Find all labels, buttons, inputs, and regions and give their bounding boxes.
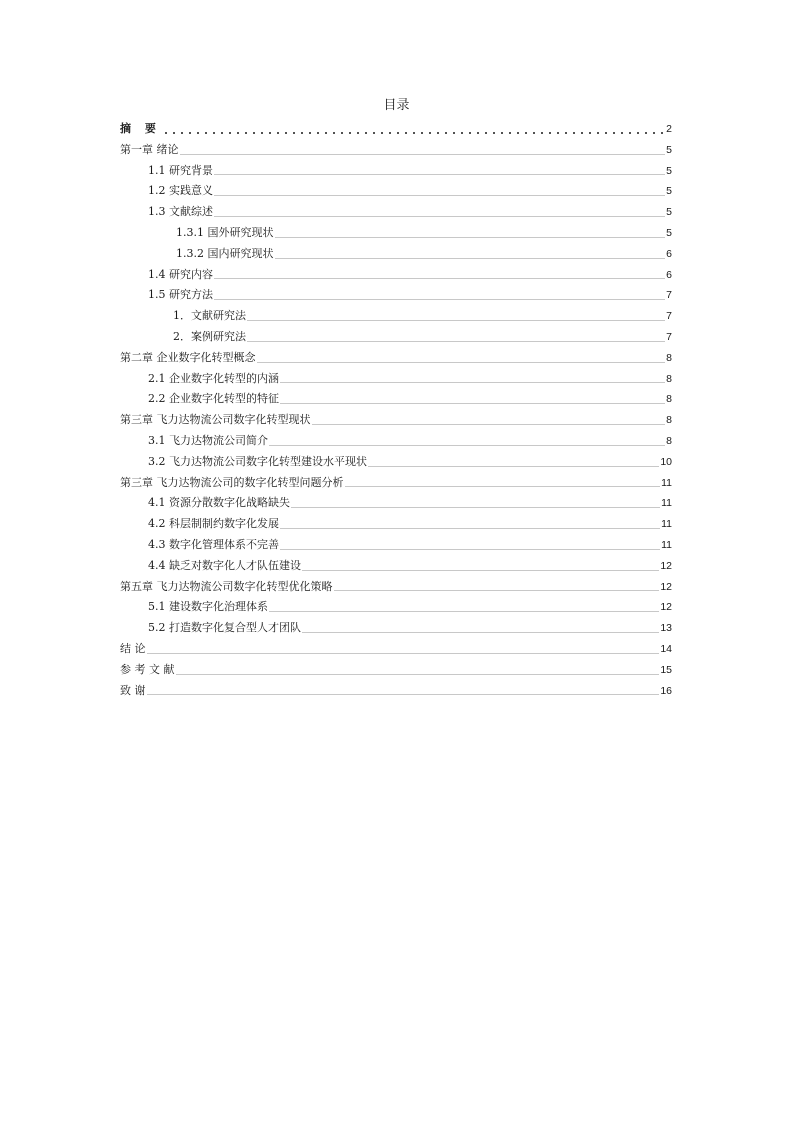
dot-leader: [334, 590, 660, 591]
dot-leader: [302, 570, 659, 571]
toc-entry-4-4[interactable]: [120, 556, 672, 577]
toc-entry-1-3-2[interactable]: [120, 244, 672, 265]
toc-entry-4-1[interactable]: [120, 493, 672, 514]
toc-entry-page: 15: [660, 663, 672, 676]
toc-entry-page: 11: [661, 538, 672, 551]
toc-entry-label: 3.1 飞力达物流公司简介: [148, 433, 268, 447]
toc-entry-label: 4.1 资源分散数字化战略缺失: [148, 496, 290, 510]
toc-entry-label: 第三章 飞力达物流公司数字化转型现状: [120, 413, 311, 427]
dot-leader: [214, 299, 665, 300]
dot-leader: [269, 611, 659, 612]
toc-entry-label: 3.2 飞力达物流公司数字化转型建设水平现状: [148, 454, 367, 468]
table-of-contents: [120, 119, 672, 701]
dot-leader: [280, 549, 660, 550]
toc-entry-5-1[interactable]: [120, 597, 672, 618]
toc-entry-page: 13: [660, 622, 672, 635]
toc-entry-1-2[interactable]: [120, 181, 672, 202]
toc-entry-page: 8: [666, 372, 672, 385]
toc-entry-page: 6: [666, 247, 672, 260]
dot-leader: [257, 362, 666, 363]
toc-entry-1-4[interactable]: [120, 265, 672, 286]
toc-entry-label: 2.2 企业数字化转型的特征: [148, 392, 279, 406]
toc-entry-label: 5.1 建设数字化治理体系: [148, 600, 268, 614]
toc-entry-label: 致 谢: [120, 683, 146, 697]
toc-entry-label: 第一章 绪论: [120, 142, 179, 156]
toc-entry-references[interactable]: [120, 660, 672, 681]
toc-entry-3-1[interactable]: [120, 431, 672, 452]
toc-entry-page: 5: [666, 185, 672, 198]
toc-entry-page: 14: [660, 642, 672, 655]
toc-entry-page: 10: [660, 455, 672, 468]
dot-leader: [162, 132, 663, 134]
toc-entry-2-2[interactable]: [120, 389, 672, 410]
dot-leader: [214, 216, 665, 217]
toc-entry-conclusion[interactable]: [120, 639, 672, 660]
toc-entry-1-1[interactable]: [120, 161, 672, 182]
toc-entry-page: 7: [666, 330, 672, 343]
toc-entry-chapter-1[interactable]: [120, 140, 672, 161]
toc-entry-label: 1.3.2 国内研究现状: [176, 246, 274, 260]
dot-leader: [291, 507, 660, 508]
toc-entry-page: 5: [666, 206, 672, 219]
toc-entry-1-3-1[interactable]: [120, 223, 672, 244]
dot-leader: [280, 382, 665, 383]
toc-title: 目录: [383, 98, 410, 113]
toc-entry-2-1[interactable]: [120, 369, 672, 390]
toc-entry-label: 第五章 飞力达物流公司数字化转型优化策略: [120, 579, 333, 593]
toc-entry-label: 1.1 研究背景: [148, 163, 213, 177]
toc-entry-4-3[interactable]: [120, 535, 672, 556]
toc-entry-page: 16: [660, 684, 672, 697]
toc-entry-label: 参 考 文 献: [120, 662, 175, 676]
dot-leader: [275, 258, 666, 259]
toc-entry-label: 结 论: [120, 641, 146, 655]
toc-entry-label: 摘 要: [120, 122, 161, 135]
toc-entry-label: 第二章 企业数字化转型概念: [120, 350, 256, 364]
dot-leader: [269, 445, 665, 446]
dot-leader: [214, 195, 665, 196]
dot-leader: [176, 674, 660, 675]
toc-entry-label: 第三章 飞力达物流公司的数字化转型问题分析: [120, 475, 344, 489]
toc-entry-page: 11: [661, 476, 672, 489]
toc-entry-page: 8: [666, 351, 672, 364]
toc-entry-chapter-2[interactable]: [120, 348, 672, 369]
toc-entry-label: 2．案例研究法: [173, 329, 246, 343]
toc-entry-page: 2: [666, 123, 672, 135]
toc-entry-page: 5: [666, 226, 672, 239]
toc-entry-page: 8: [666, 414, 672, 427]
toc-entry-label: 4.3 数字化管理体系不完善: [148, 537, 279, 551]
toc-entry-acknowledgements[interactable]: [120, 681, 672, 702]
toc-entry-1-5[interactable]: [120, 285, 672, 306]
dot-leader: [147, 653, 660, 654]
toc-entry-chapter-4[interactable]: [120, 473, 672, 494]
dot-leader: [214, 278, 665, 279]
toc-entry-page: 5: [666, 143, 672, 156]
toc-entry-page: 8: [666, 434, 672, 447]
toc-entry-page: 12: [660, 601, 672, 614]
toc-entry-page: 12: [660, 559, 672, 572]
toc-entry-label: 4.4 缺乏对数字化人才队伍建设: [148, 558, 301, 572]
toc-entry-label: 1.3 文献综述: [148, 205, 213, 219]
toc-entry-chapter-3[interactable]: [120, 410, 672, 431]
toc-entry-page: 11: [661, 497, 672, 510]
toc-entry-page: 12: [660, 580, 672, 593]
dot-leader: [214, 174, 665, 175]
dot-leader: [280, 528, 660, 529]
toc-entry-page: 8: [666, 393, 672, 406]
toc-entry-abstract[interactable]: [120, 119, 672, 140]
toc-entry-page: 7: [666, 310, 672, 323]
toc-entry-3-2[interactable]: [120, 452, 672, 473]
toc-entry-page: 7: [666, 289, 672, 302]
toc-entry-label: 1.5 研究方法: [148, 288, 213, 302]
toc-entry-1-3[interactable]: [120, 202, 672, 223]
dot-leader: [345, 486, 661, 487]
toc-entry-label: 2.1 企业数字化转型的内涵: [148, 371, 279, 385]
toc-entry-label: 1.3.1 国外研究现状: [176, 225, 274, 239]
toc-entry-label: 5.2 打造数字化复合型人才团队: [148, 621, 301, 635]
toc-entry-chapter-5[interactable]: [120, 577, 672, 598]
toc-entry-page: 5: [666, 164, 672, 177]
toc-entry-label: 1.2 实践意义: [148, 184, 213, 198]
dot-leader: [368, 466, 659, 467]
dot-leader: [147, 694, 660, 695]
dot-leader: [302, 632, 659, 633]
toc-entry-method-2[interactable]: [120, 327, 672, 348]
dot-leader: [180, 154, 666, 155]
toc-entry-label: 1.4 研究内容: [148, 267, 213, 281]
toc-entry-page: 6: [666, 268, 672, 281]
toc-entry-5-2[interactable]: [120, 618, 672, 639]
dot-leader: [247, 341, 665, 342]
dot-leader: [247, 320, 665, 321]
toc-entry-4-2[interactable]: [120, 514, 672, 535]
toc-entry-label: 1．文献研究法: [173, 309, 246, 323]
toc-entry-page: 11: [661, 518, 672, 531]
dot-leader: [312, 424, 666, 425]
toc-entry-method-1[interactable]: [120, 306, 672, 327]
dot-leader: [280, 403, 665, 404]
dot-leader: [275, 237, 666, 238]
toc-entry-label: 4.2 科层制制约数字化发展: [148, 517, 279, 531]
